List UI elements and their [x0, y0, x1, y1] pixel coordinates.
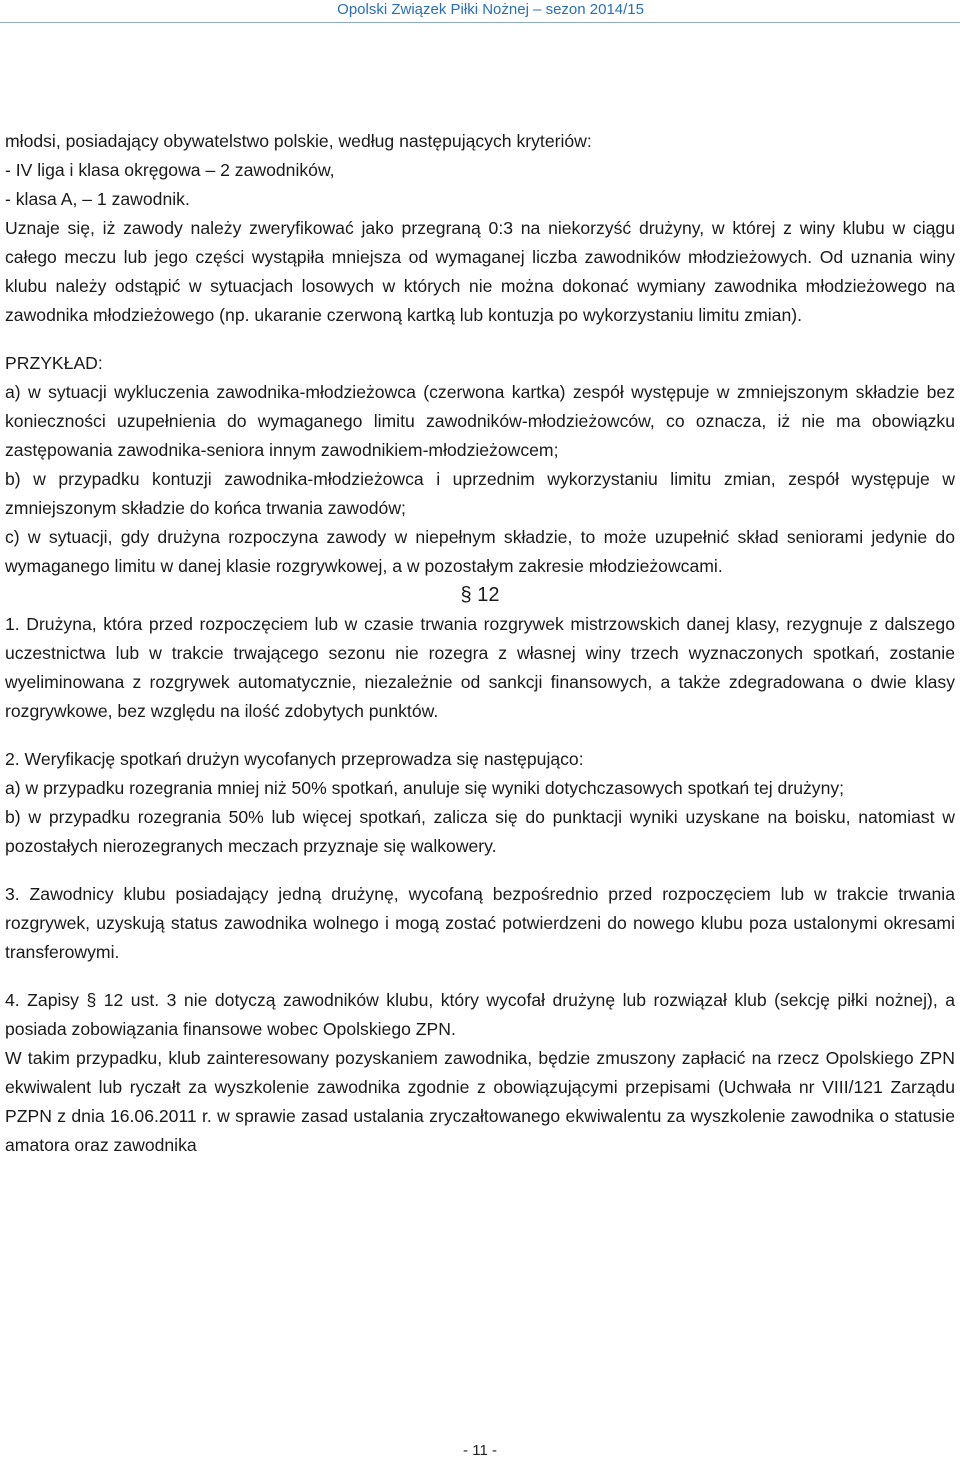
- paragraph-criteria-intro: młodsi, posiadający obywatelstwo polskie, według następujących kryteriów:: [5, 131, 592, 151]
- header-rule: [0, 22, 960, 23]
- paragraph-example-heading: PRZYKŁAD:: [5, 353, 103, 373]
- paragraph-criteria-item-1: - IV liga i klasa okręgowa – 2 zawodników,: [5, 160, 335, 180]
- page-number: - 11 -: [463, 1442, 497, 1459]
- paragraph-point-4-continued: W takim przypadku, klub zainteresowany pozyskaniem zawodnika, będzie zmuszony zapłacić na rzecz Opolskiego ZPN ekwiwalent lub ryczałt za wyszkolenie zawodnika zgodnie z obowiązującymi przepisami (Uchwała nr VIII/121 Zarządu PZPN z dnia 16.06.2011 r. w sprawie zasad ustalania zryczałtowanego ekwiwalentu za wyszkolenie zawodnika o statusie amatora oraz zawodnika: [5, 1048, 955, 1155]
- paragraph-point-4: 4. Zapisy § 12 ust. 3 nie dotyczą zawodników klubu, który wycofał drużynę lub rozwiązał klub (sekcję piłki nożnej), a posiada zobowiązania finansowe wobec Opolskiego ZPN.: [5, 990, 955, 1039]
- document-body: [5, 127, 955, 1160]
- paragraph-example-a: a) w sytuacji wykluczenia zawodnika-młodzieżowca (czerwona kartka) zespół występuje w zmniejszonym składzie bez konieczności uzupełnienia do wymaganego limitu zawodników-młodzieżowców, co oznacza, iż nie ma obowiązku zastępowania zawodnika-seniora innym zawodnikiem-młodzieżowcem;: [5, 382, 955, 460]
- spacer: [5, 726, 955, 745]
- header-title: Opolski Związek Piłki Nożnej – sezon 2014/15: [337, 1, 644, 18]
- page-header: [0, 0, 960, 22]
- paragraph-point-2a: a) w przypadku rozegrania mniej niż 50% spotkań, anuluje się wyniki dotychczasowych spotkań tej drużyny;: [5, 778, 845, 798]
- section-heading: § 12: [460, 584, 500, 606]
- paragraph-point-2b: b) w przypadku rozegrania 50% lub więcej spotkań, zalicza się do punktacji wyniki uzyskane na boisku, natomiast w pozostałych nierozegranych meczach przyznaje się walkowery.: [5, 807, 955, 856]
- paragraph-point-3: 3. Zawodnicy klubu posiadający jedną drużynę, wycofaną bezpośrednio przed rozpoczęciem lub w trakcie trwania rozgrywek, uzyskują status zawodnika wolnego i mogą zostać potwierdzeni do nowego klubu poza ustalonymi okresami transferowymi.: [5, 884, 955, 962]
- paragraph-example-b: b) w przypadku kontuzji zawodnika-młodzieżowca i uprzednim wykorzystaniu limitu zmian, zespół występuje w zmniejszonym składzie do końca trwania zawodów;: [5, 469, 955, 518]
- paragraph-point-2: 2. Weryfikację spotkań drużyn wycofanych przeprowadza się następująco:: [5, 749, 584, 769]
- paragraph-verification: Uznaje się, iż zawody należy zweryfikować jako przegraną 0:3 na niekorzyść drużyny, w której z winy klubu w ciągu całego meczu lub jego części wystąpiła mniejsza od wymaganej liczba zawodników młodzieżowych. Od uznania winy klubu należy odstąpić w sytuacjach losowych w których nie można dokonać wymiany zawodnika młodzieżowego na zawodnika młodzieżowego (np. ukaranie czerwoną kartką lub kontuzja po wykorzystaniu limitu zmian).: [5, 218, 955, 325]
- spacer: [5, 861, 955, 880]
- paragraph-point-1: 1. Drużyna, która przed rozpoczęciem lub w czasie trwania rozgrywek mistrzowskich danej klasy, rezygnuje z dalszego uczestnictwa lub w trakcie trwającego sezonu nie rozegra z własnej winy trzech wyznaczonych spotkań, zostanie wyeliminowana z rozgrywek automatycznie, niezależnie od sankcji finansowych, a także zdegradowana o dwie klasy rozgrywkowe, bez względu na ilość zdobytych punktów.: [5, 614, 955, 721]
- paragraph-example-c: c) w sytuacji, gdy drużyna rozpoczyna zawody w niepełnym składzie, to może uzupełnić skład seniorami jedynie do wymaganego limitu w danej klasie rozgrywkowej, a w pozostałym zakresie młodzieżowcami.: [5, 527, 955, 576]
- paragraph-criteria-item-2: - klasa A, – 1 zawodnik.: [5, 189, 190, 209]
- spacer: [5, 967, 955, 986]
- spacer: [5, 330, 955, 349]
